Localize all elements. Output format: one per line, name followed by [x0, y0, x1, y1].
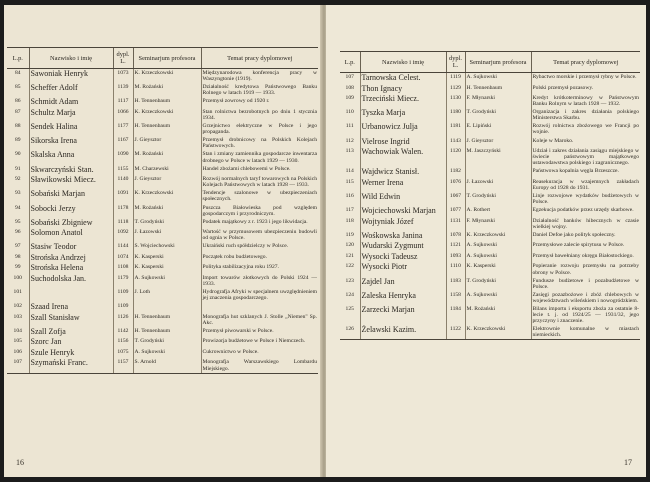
- row-number: 124: [345, 291, 354, 298]
- diploma-number: 1110: [446, 262, 465, 276]
- diploma-number: 1078: [446, 231, 465, 242]
- seminar-professor: H. Tennenbaum: [465, 84, 531, 95]
- header-dypl: dypl. L.: [113, 48, 133, 69]
- student-name: Zarzecki Marjan: [360, 305, 446, 325]
- seminar-professor: T. Grodyński: [465, 192, 531, 206]
- thesis-topic: Rozwój normalnych taryf towarowych na Polskich Kolejach Państwowych w latach 1928 — 1933.: [202, 176, 317, 189]
- thesis-topic: Stan rolnictwa bezrobotnych po dniu 1 stycznia 1934.: [202, 108, 317, 121]
- header-seminar: Seminarjum profesora: [465, 52, 531, 73]
- diploma-number: 1090: [113, 150, 133, 164]
- student-name: Sendek Halina: [29, 122, 113, 136]
- row-number: 108: [345, 84, 354, 91]
- seminar-professor: J. Loth: [133, 288, 201, 302]
- table-row: [7, 218, 318, 229]
- row-number: 89: [14, 137, 21, 144]
- seminar-professor: [133, 302, 201, 313]
- seminar-professor: A. Sujkowski: [133, 348, 201, 359]
- thesis-topic: Państwowa kopalnia węgla Brzeszcze.: [531, 167, 640, 178]
- row-number: 107: [7, 358, 29, 373]
- diploma-number: 1129: [446, 84, 465, 95]
- seminar-professor: S. Wojciechowski: [133, 242, 201, 253]
- diploma-number: 1076: [446, 178, 465, 192]
- diploma-number: 1077: [446, 206, 465, 217]
- seminar-professor: J. Gieysztor: [133, 136, 201, 150]
- seminar-professor: H. Tennenbaum: [133, 327, 201, 338]
- table-row: [7, 69, 318, 84]
- thesis-topic: Handel zbożami chlebowemi w Polsce.: [201, 165, 318, 176]
- row-number: 94: [14, 204, 21, 211]
- table-row: [7, 358, 318, 373]
- table-row: [340, 178, 640, 192]
- student-name: Wachowiak Walen.: [360, 147, 446, 167]
- student-name: Wysocki Tadeusz: [360, 252, 446, 263]
- diploma-number: 1183: [446, 277, 465, 291]
- student-name: Skwarczyński Stan.: [29, 165, 113, 176]
- seminar-professor: H. Tennenbaum: [133, 97, 201, 108]
- header-name: Nazwisko i imię: [360, 52, 446, 73]
- seminar-professor: H. Tennenbaum: [133, 122, 201, 136]
- table-row: [340, 325, 640, 340]
- diploma-number: 1108: [113, 263, 133, 274]
- seminar-professor: H. Tennenbaum: [133, 313, 201, 327]
- diploma-number: 1179: [113, 274, 133, 288]
- diploma-number: 1144: [113, 242, 133, 253]
- diploma-number: 1126: [113, 313, 133, 327]
- student-name: Strońska Andrzej: [29, 253, 113, 264]
- thesis-topic: Fundusze budżetowe i pozabudżetowe w Polsce.: [532, 277, 639, 290]
- thesis-topic: Daniel Defoe jako polityk społeczny.: [531, 231, 640, 242]
- student-name: Szule Henryk: [29, 348, 113, 359]
- seminar-professor: T. Grodyński: [465, 108, 531, 122]
- seminar-professor: F. Młynarski: [465, 217, 531, 231]
- seminar-professor: F. Młynarski: [465, 94, 531, 108]
- thesis-topic: Bilans importu i eksportu zboża za ostatnie 8-lecie t. j. od 1924/25 — 1931/32, jego przyczyny i znaczenie.: [532, 305, 639, 325]
- thesis-topic: Stan i zmiany zamiennika gospodarcze inwentarza drobnego w Polsce w latach 1929 — 1930.: [202, 151, 317, 164]
- right-table-body: [340, 73, 640, 340]
- student-name: Szaad Irena: [29, 302, 113, 313]
- diploma-number: 1119: [446, 73, 465, 84]
- thesis-topic: Przemysł piwowarski w Polsce.: [201, 327, 318, 338]
- table-row: [340, 277, 640, 291]
- student-name: Solomon Anatol: [29, 228, 113, 242]
- thesis-topic: Cukrownictwo w Polsce.: [201, 348, 318, 359]
- thesis-topic: Elektrownie komunalne w miastach niemieckich.: [532, 326, 639, 339]
- row-number: 119: [345, 231, 354, 238]
- thesis-topic: Przemysł zowrowy od 1920 r.: [201, 97, 318, 108]
- table-row: [340, 192, 640, 206]
- table-row: [7, 274, 318, 288]
- thesis-topic: Prowizorja budżetowe w Polsce i Niemczech.: [201, 337, 318, 348]
- seminar-professor: T. Grodyński: [133, 218, 201, 229]
- student-name: Zajdel Jan: [360, 277, 446, 291]
- student-name: Schmidt Adam: [29, 97, 113, 108]
- seminar-professor: T. Grodyński: [465, 277, 531, 291]
- row-number: 125: [345, 305, 354, 312]
- thesis-topic: Linje rozwojowe wydatków budżetowych w Polsce.: [532, 193, 639, 206]
- header-seminar: Seminarjum profesora: [133, 48, 201, 69]
- seminar-professor: K. Krzeczkowski: [465, 231, 531, 242]
- seminar-professor: A. Sujkowski: [465, 241, 531, 252]
- thesis-topic: Organizacja i zakres działania polskiego Ministerstwa Skarbu.: [532, 109, 639, 122]
- thesis-topic: Udział i zakres działania zasiągu miejskiego w świecie państwowym majątkowego ustawodawstwa polskiego i zagranicznego.: [532, 148, 639, 167]
- thesis-topic: Import towarów złotkowych do Polski 1924 — 1933.: [202, 274, 317, 287]
- seminar-professor: J. Łazowski: [133, 228, 201, 242]
- student-name: Wajdwicz Stanisł.: [360, 167, 446, 178]
- thesis-topic: Polityka stabilizacyjna roku 1927.: [201, 263, 318, 274]
- diploma-number: 1075: [113, 348, 133, 359]
- thesis-topic: Podatek majątkowy z r. 1923 i jego likwidacja.: [201, 218, 318, 229]
- row-number: 112: [345, 137, 354, 144]
- seminar-professor: M. Rożański: [133, 150, 201, 164]
- diploma-number: 1092: [113, 228, 133, 242]
- table-row: [7, 348, 318, 359]
- diploma-number: 1143: [446, 137, 465, 148]
- row-number: 91: [14, 165, 21, 172]
- table-row: [340, 84, 640, 95]
- table-row: [7, 228, 318, 242]
- student-name: Sobocki Jerzy: [29, 204, 113, 218]
- row-number: 96: [14, 229, 21, 236]
- row-number: 85: [14, 84, 21, 91]
- row-number: 115: [345, 178, 354, 185]
- table-row: [340, 73, 640, 84]
- row-number: 103: [13, 313, 22, 320]
- table-row: [340, 262, 640, 276]
- seminar-professor: J. Łazowski: [465, 178, 531, 192]
- thesis-topic: Początek robu budżetowego.: [201, 253, 318, 264]
- seminar-professor: K. Krzeczkowski: [133, 108, 201, 122]
- diploma-number: 1118: [113, 218, 133, 229]
- row-number: 93: [14, 190, 21, 197]
- student-name: Szymański Franc.: [29, 358, 113, 373]
- row-number: 107: [345, 74, 354, 80]
- thesis-topic: Egzekucja podatków przez urzędy skarbowe.: [531, 206, 640, 217]
- row-number: 102: [13, 303, 22, 310]
- table-row: [340, 122, 640, 136]
- thesis-topic: Międzynarodowa konferencja pracy w Waszyngtonie (1919).: [202, 70, 317, 83]
- row-number: 98: [14, 253, 21, 260]
- diploma-number: 1073: [113, 69, 133, 84]
- seminar-professor: T. Grodyński: [133, 337, 201, 348]
- thesis-topic: Działalność banków hibecznych w czasie wielkiej wojny.: [532, 217, 639, 230]
- student-name: Tyszka Marja: [360, 108, 446, 122]
- table-row: [7, 242, 318, 253]
- diploma-number: 1142: [113, 327, 133, 338]
- student-name: Szall Zofja: [29, 327, 113, 338]
- diploma-number: 1122: [446, 325, 465, 340]
- diploma-number: 1074: [113, 253, 133, 264]
- header-lp: L.p.: [7, 48, 29, 69]
- thesis-topic: Monografja hut szklanych J. Stolle „Niemen" Sp. Akc.: [202, 313, 317, 326]
- seminar-professor: A. Rothert: [465, 206, 531, 217]
- row-number: 99: [14, 264, 21, 271]
- seminar-professor: M. Rożański: [133, 83, 201, 97]
- row-number: 101: [13, 289, 22, 296]
- table-row: [340, 252, 640, 263]
- student-name: Szall Stanisław: [29, 313, 113, 327]
- row-number: 113: [345, 148, 354, 155]
- table-row: [7, 288, 318, 302]
- diploma-number: 1120: [446, 147, 465, 167]
- row-number: 87: [14, 108, 21, 115]
- diploma-number: 1131: [446, 217, 465, 231]
- student-name: Schultz Marja: [29, 108, 113, 122]
- table-row: [7, 175, 318, 189]
- left-table-body: [7, 69, 318, 374]
- seminar-professor: S. Arnold: [133, 358, 201, 373]
- thesis-topic: Grzejnictwo elektryczne w Polsce i jego propaganda.: [202, 123, 317, 136]
- header-lp: L.p.: [340, 52, 360, 73]
- student-name: Scheffer Adolf: [29, 83, 113, 97]
- table-row: [340, 241, 640, 252]
- row-number: 120: [345, 242, 354, 249]
- student-name: Wild Edwin: [360, 192, 446, 206]
- student-name: Thon Ignacy: [360, 84, 446, 95]
- table-row: [7, 327, 318, 338]
- table-row: [7, 108, 318, 122]
- table-row: [7, 136, 318, 150]
- student-name: Wośkowska Janina: [360, 231, 446, 242]
- row-number: 117: [345, 207, 354, 214]
- row-number: 111: [345, 123, 354, 130]
- header-dypl: dypl. L.: [446, 52, 465, 73]
- right-table: [340, 51, 640, 340]
- row-number: 110: [345, 109, 354, 116]
- diploma-number: 1157: [113, 358, 133, 373]
- student-name: Strońska Helena: [29, 263, 113, 274]
- student-name: Trzeciński Miecz.: [360, 94, 446, 108]
- thesis-topic: Koleje w Maroko.: [531, 137, 640, 148]
- table-row: [340, 217, 640, 231]
- student-name: Tarnowska Celest.: [360, 73, 446, 84]
- diploma-number: 1158: [446, 291, 465, 305]
- table-row: [7, 313, 318, 327]
- row-number: 100: [13, 274, 22, 281]
- row-number: 106: [13, 348, 22, 355]
- diploma-number: 1167: [113, 136, 133, 150]
- seminar-professor: M. Jaszczyński: [465, 147, 531, 167]
- table-row: [340, 167, 640, 178]
- thesis-topic: Przemysłowe zalecie spirytusu w Polsce.: [531, 241, 640, 252]
- table-row: [7, 83, 318, 97]
- seminar-professor: M. Rożański: [465, 305, 531, 325]
- table-row: [7, 189, 318, 203]
- row-number: 118: [345, 217, 354, 224]
- diploma-number: 1140: [113, 175, 133, 189]
- row-number: 121: [345, 252, 354, 259]
- diploma-number: 1180: [446, 108, 465, 122]
- row-number: 105: [13, 338, 22, 345]
- left-table: [7, 47, 318, 374]
- student-name: Szorc Jan: [29, 337, 113, 348]
- table-row: [340, 231, 640, 242]
- thesis-topic: Działalność kredytowa Państwowego Banku Rolnego w latach 1919 — 1933.: [202, 84, 317, 97]
- header-topic: Temat pracy dyplomowej: [531, 52, 640, 73]
- table-row: [340, 291, 640, 305]
- seminar-professor: K. Kasperski: [133, 263, 201, 274]
- table-row: [340, 305, 640, 325]
- left-page: [4, 5, 322, 477]
- thesis-topic: Monografja Warszawskiego Lombardu Miejskiego.: [202, 359, 317, 372]
- student-name: Wysocki Piotr: [360, 262, 446, 276]
- table-row: [340, 206, 640, 217]
- student-name: Wojtyniak Józef: [360, 217, 446, 231]
- thesis-topic: Przemysł bawełniany okręgu Białostockiego.: [531, 252, 640, 263]
- row-number: 122: [345, 263, 354, 270]
- table-row: [7, 122, 318, 136]
- right-page: [326, 5, 646, 477]
- seminar-professor: M. Charzewski: [133, 165, 201, 176]
- diploma-number: 1117: [113, 97, 133, 108]
- student-name: Urbanowicz Julja: [360, 122, 446, 136]
- thesis-topic: Przemysł drobnicowy na Polskich Kolejach Państwowych.: [202, 137, 317, 150]
- row-number: 90: [14, 151, 21, 158]
- row-number: 104: [13, 327, 22, 334]
- student-name: Sawoniak Henryk: [29, 69, 113, 84]
- seminar-professor: J. Gieysztor: [465, 137, 531, 148]
- page-number-left: 16: [16, 458, 24, 467]
- table-row: [340, 108, 640, 122]
- thesis-topic: Ukraiński ruch spółdzielczy w Polsce.: [201, 242, 318, 253]
- seminar-professor: K. Krzeczkowski: [133, 189, 201, 203]
- seminar-professor: M. Rożański: [133, 204, 201, 218]
- seminar-professor: K. Krzeczkowski: [133, 69, 201, 84]
- row-number: 84: [14, 70, 21, 76]
- thesis-topic: Hydrografja Afryki w specjalnem uwzględnieniem jej znaczenia gospodarczego.: [202, 289, 317, 302]
- row-number: 116: [345, 193, 354, 200]
- thesis-topic: [201, 302, 318, 313]
- seminar-professor: A. Sujkowski: [465, 252, 531, 263]
- seminar-professor: [465, 167, 531, 178]
- student-name: Werner Irena: [360, 178, 446, 192]
- diploma-number: 1093: [446, 252, 465, 263]
- page-number-right: 17: [624, 458, 632, 467]
- table-row: [7, 165, 318, 176]
- table-row: [340, 94, 640, 108]
- student-name: Sobański Marjan: [29, 189, 113, 203]
- student-name: Stasiw Teodor: [29, 242, 113, 253]
- thesis-topic: Puszcza Białowieska pod względem gospodarczym i przyrodniczym.: [202, 204, 317, 217]
- student-name: Suchodolska Jan.: [29, 274, 113, 288]
- thesis-topic: Kredyt krótkoterminowy w Państwowym Banku Rolnym w latach 1928 — 1932.: [532, 95, 639, 108]
- diploma-number: 1155: [113, 165, 133, 176]
- table-row: [7, 337, 318, 348]
- thesis-topic: Wartość w przymusowem ubezpieczeniu budowli od ognia w Polsce.: [202, 229, 317, 242]
- student-name: Skalska Anna: [29, 150, 113, 164]
- row-number: 86: [14, 98, 21, 105]
- seminar-professor: E. Lipiński: [465, 122, 531, 136]
- row-number: 109: [345, 95, 354, 101]
- diploma-number: 1178: [113, 204, 133, 218]
- diploma-number: 1109: [113, 288, 133, 302]
- table-row: [7, 204, 318, 218]
- table-header: [7, 48, 318, 69]
- table-header: [340, 52, 640, 73]
- student-name: Wojciechowski Marjan: [360, 206, 446, 217]
- diploma-number: 1182: [446, 167, 465, 178]
- table-row: [340, 137, 640, 148]
- table-row: [7, 253, 318, 264]
- thesis-topic: Tendencje szalonowe w ubezpieczeniach społecznych.: [202, 190, 317, 203]
- table-row: [7, 97, 318, 108]
- thesis-topic: Rozwój rolnictwa zbożowego we Francji po wojnie.: [532, 123, 639, 136]
- student-name: Wudarski Zygmunt: [360, 241, 446, 252]
- seminar-professor: A. Sujkowski: [465, 291, 531, 305]
- student-name: Żelawski Kazim.: [360, 325, 446, 340]
- thesis-topic: Polski przemysł pozasowy.: [531, 84, 640, 95]
- student-name: Zaleska Henryka: [360, 291, 446, 305]
- diploma-number: 1091: [113, 189, 133, 203]
- diploma-number: 1181: [446, 122, 465, 136]
- diploma-number: 1177: [113, 122, 133, 136]
- row-number: 92: [14, 176, 21, 183]
- student-name: Sikorska Irena: [29, 136, 113, 150]
- row-number: 114: [345, 168, 354, 175]
- table-row: [7, 263, 318, 274]
- diploma-number: 1121: [446, 241, 465, 252]
- row-number: 126: [340, 325, 360, 340]
- header-topic: Temat pracy dyplomowej: [201, 48, 318, 69]
- diploma-number: 1066: [113, 108, 133, 122]
- seminar-professor: A. Sujkowski: [465, 73, 531, 84]
- student-name: Sławikowski Miecz.: [29, 175, 113, 189]
- seminar-professor: K. Kasperski: [133, 253, 201, 264]
- table-row: [7, 150, 318, 164]
- diploma-number: 1130: [446, 94, 465, 108]
- row-number: 123: [345, 277, 354, 284]
- table-row: [340, 147, 640, 167]
- header-name: Nazwisko i imię: [29, 48, 113, 69]
- diploma-number: 1067: [446, 192, 465, 206]
- diploma-number: 1184: [446, 305, 465, 325]
- diploma-number: 1139: [113, 83, 133, 97]
- row-number: 97: [14, 243, 21, 250]
- student-name: Vielrose Ingrid: [360, 137, 446, 148]
- row-number: 88: [14, 123, 21, 130]
- diploma-number: 1156: [113, 337, 133, 348]
- student-name: [29, 288, 113, 302]
- table-row: [7, 302, 318, 313]
- student-name: Sobański Zbigniew: [29, 218, 113, 229]
- thesis-topic: Zasięgi pozazbożowe i zbóż chlebowych w województwach wileńskiem i nowogródzkiem.: [532, 291, 639, 304]
- thesis-topic: Rybactwo morskie i przemysł rybny w Polsce.: [531, 73, 640, 84]
- thesis-topic: Reasekuracja w wzajemnych zakładach Europy od 1928 do 1931.: [532, 178, 639, 191]
- seminar-professor: J. Gieysztor: [133, 175, 201, 189]
- diploma-number: 1109: [113, 302, 133, 313]
- seminar-professor: A. Sujkowski: [133, 274, 201, 288]
- thesis-topic: Popieranie rozwoju przemysłu na potrzeby obrony w Polsce.: [532, 263, 639, 276]
- seminar-professor: K. Kasperski: [465, 262, 531, 276]
- seminar-professor: K. Krzeczkowski: [465, 325, 531, 340]
- row-number: 95: [14, 218, 21, 225]
